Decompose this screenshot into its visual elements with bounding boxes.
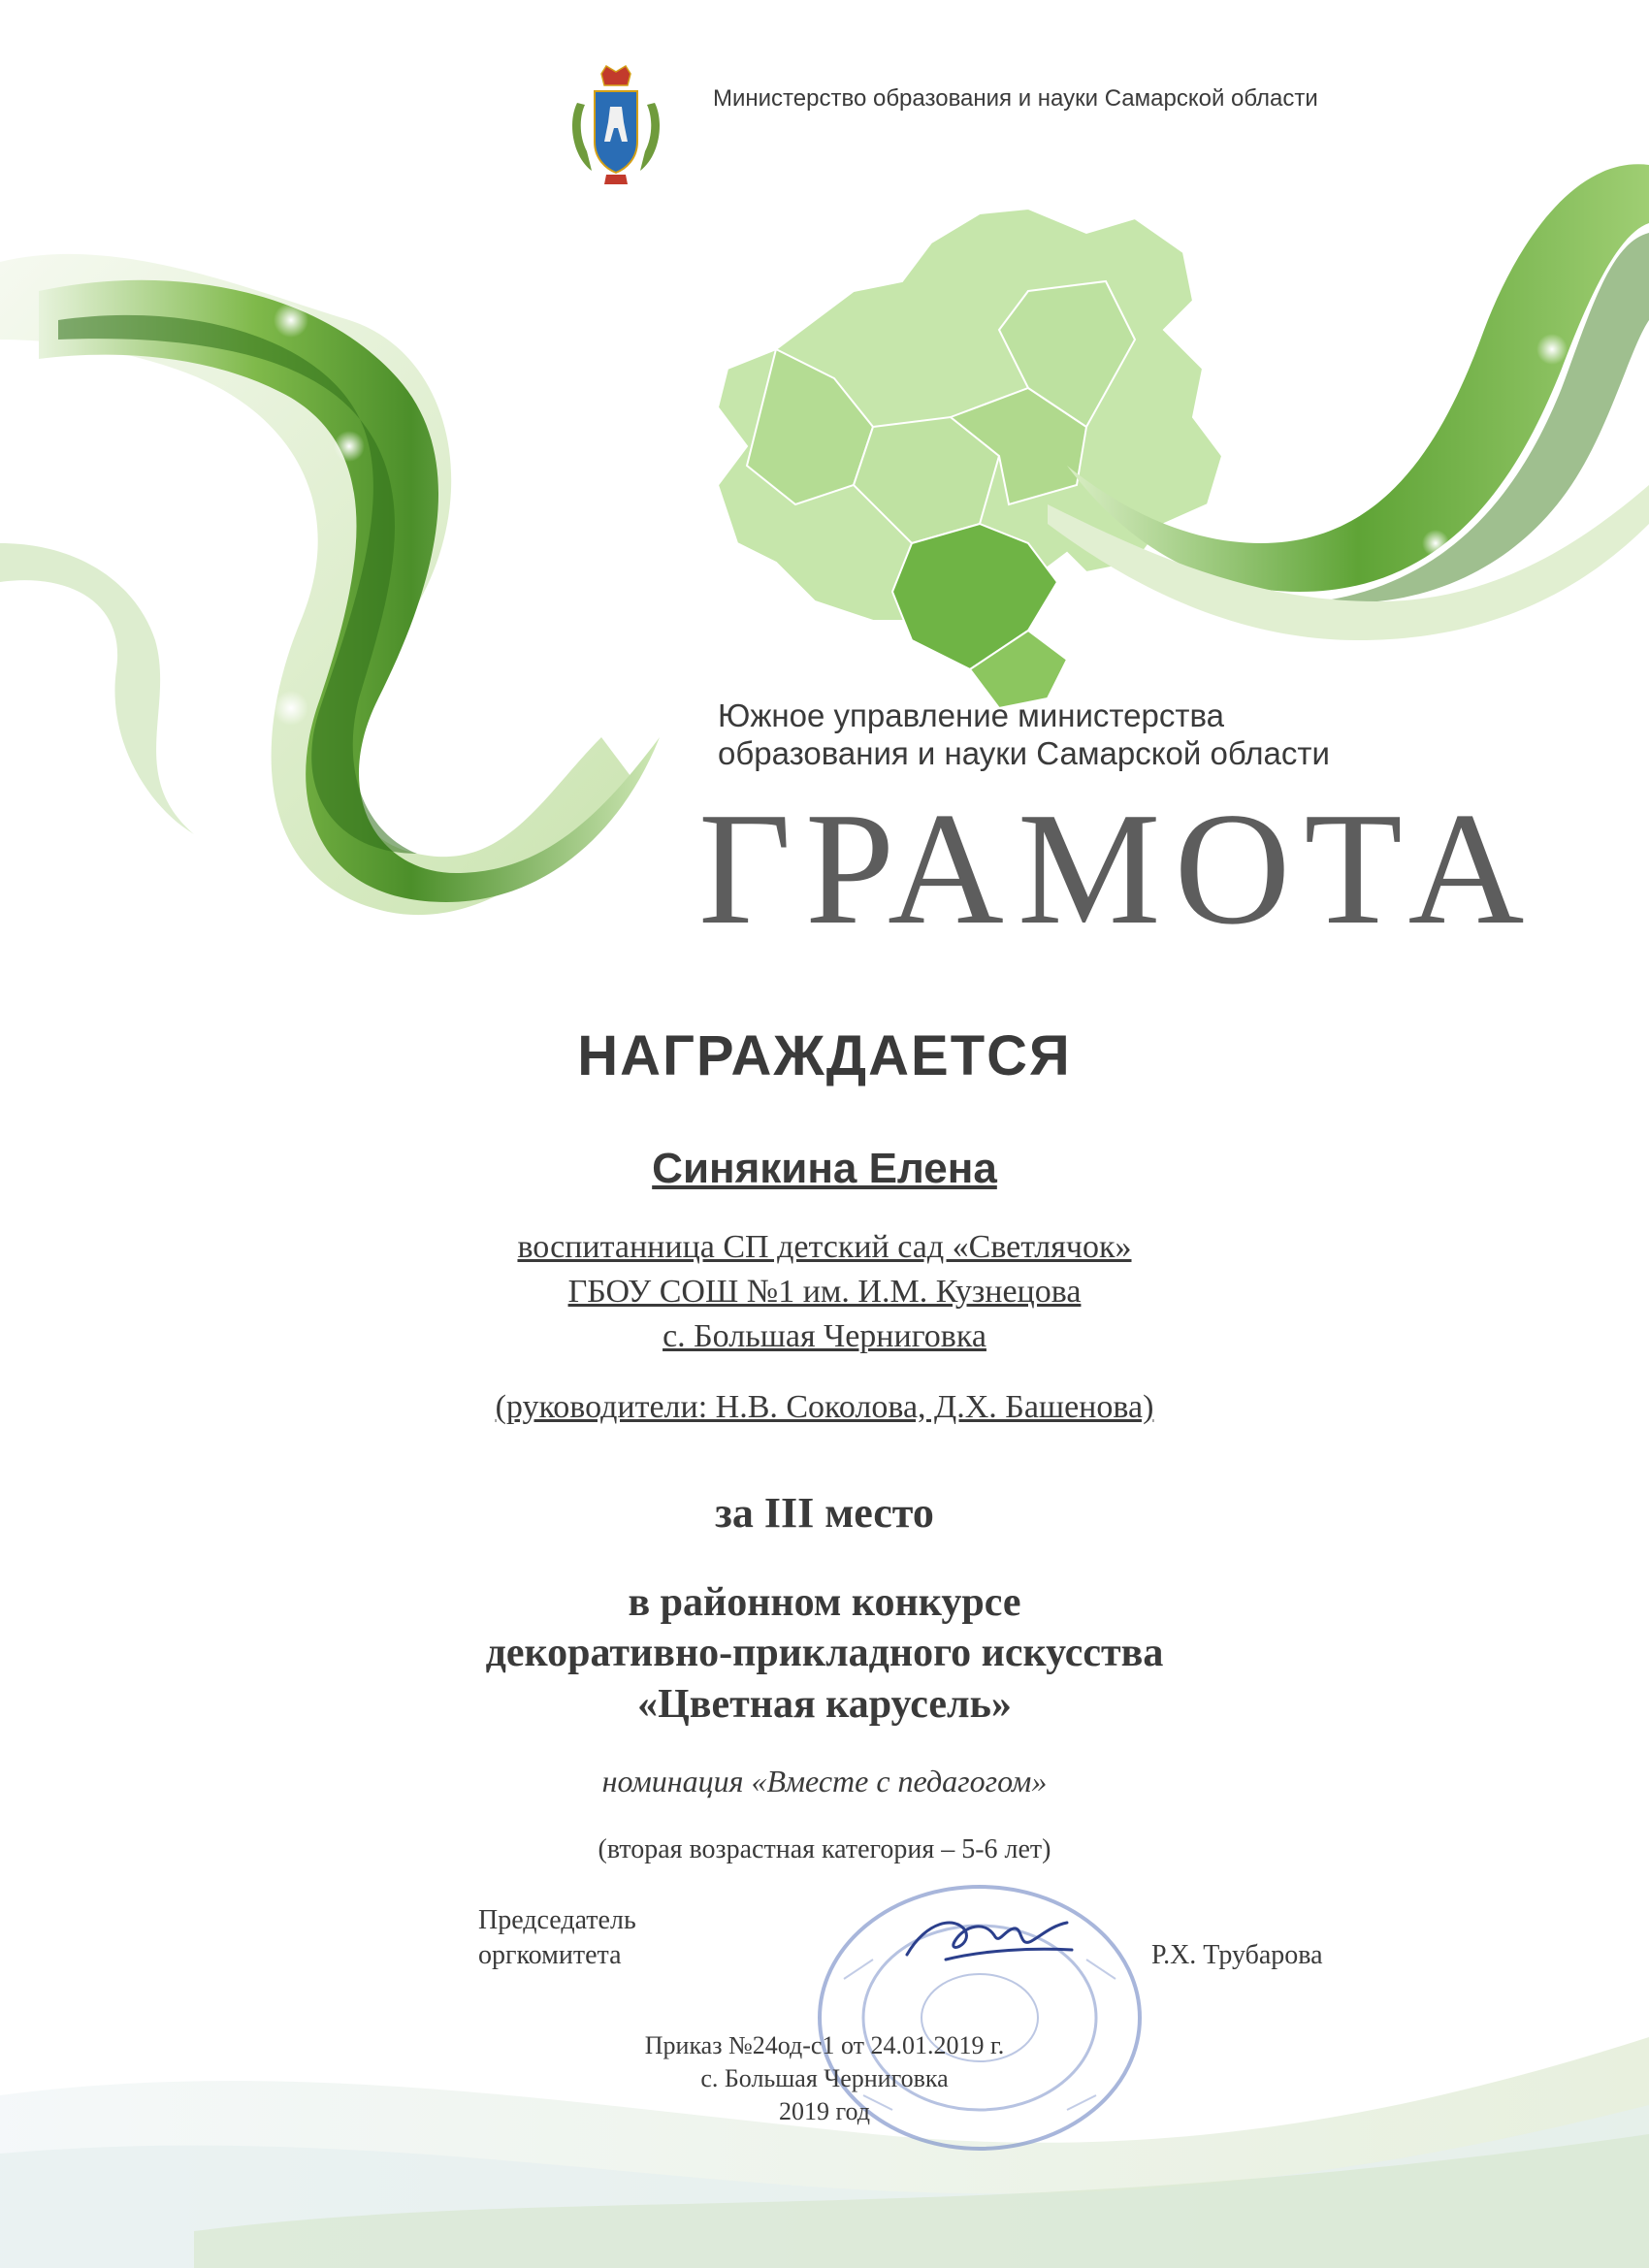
department-name <box>718 697 1455 772</box>
order-number: Приказ №24од-с1 от 24.01.2019 г. <box>644 2031 1005 2059</box>
awarded-heading: НАГРАЖДАЕТСЯ <box>577 1024 1072 1087</box>
award-place: за III место <box>715 1489 934 1537</box>
chair-line-1: Председатель <box>478 1905 636 1935</box>
age-category: (вторая возрастная категория – 5-6 лет) <box>598 1834 1051 1864</box>
samara-coat-of-arms-icon <box>567 64 664 188</box>
department-line-1: Южное управление министерства <box>718 697 1225 733</box>
order-footer <box>0 2029 1649 2128</box>
institution-line-1: воспитанница СП детский сад «Светлячок» <box>517 1229 1132 1265</box>
contest-line-2: декоративно-прикладного искусства <box>485 1631 1164 1675</box>
department-line-2: образования и науки Самарской области <box>718 735 1330 771</box>
chair-line-2: оргкомитета <box>478 1940 622 1970</box>
signature <box>888 1901 1082 1979</box>
region-map <box>718 209 1222 708</box>
signer-name: Р.Х. Трубарова <box>1151 1940 1323 1970</box>
chair-title <box>478 1903 636 1973</box>
institution-line-3: с. Большая Черниговка <box>663 1318 986 1354</box>
recipient-name: Синякина Елена <box>652 1145 997 1192</box>
contest-line-1: в районном конкурсе <box>628 1580 1021 1625</box>
contest-line-3: «Цветная карусель» <box>637 1682 1012 1727</box>
institution-line-2: ГБОУ СОШ №1 им. И.М. Кузнецова <box>567 1274 1082 1310</box>
leaders-line: (руководители: Н.В. Соколова, Д.Х. Башенова) <box>495 1389 1154 1425</box>
order-year: 2019 год <box>779 2097 870 2125</box>
ministry-header: Министерство образования и науки Самарской области <box>713 85 1318 112</box>
nomination: номинация «Вместе с педагогом» <box>601 1764 1048 1798</box>
certificate-title: ГРАМОТА <box>698 779 1538 957</box>
order-place: с. Большая Черниговка <box>700 2064 949 2092</box>
left-ribbon <box>0 254 660 915</box>
